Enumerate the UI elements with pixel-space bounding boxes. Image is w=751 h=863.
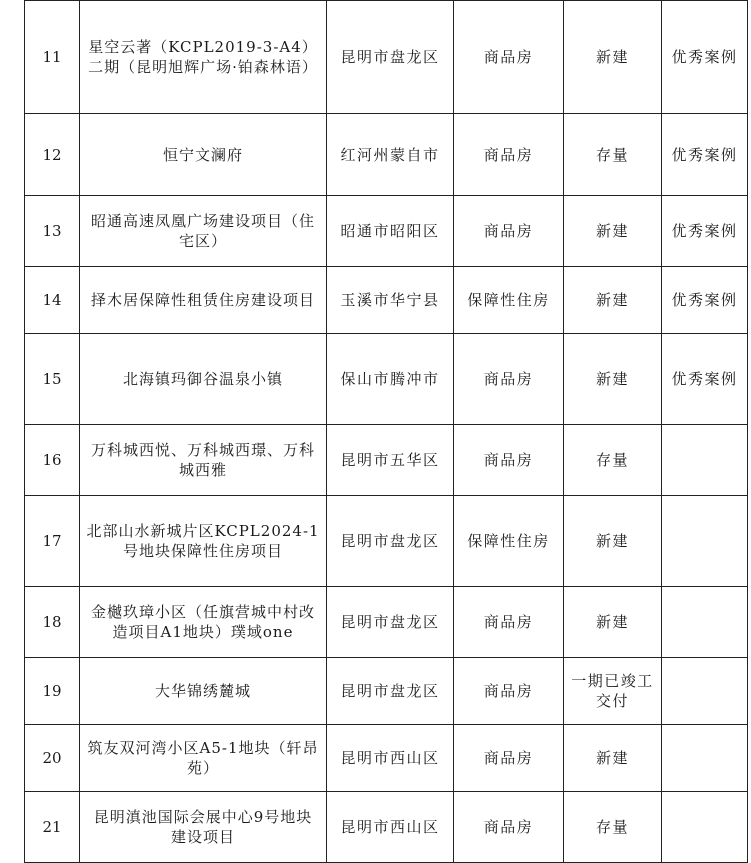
project-location: 昆明市西山区 <box>327 725 454 792</box>
row-number: 13 <box>25 196 80 267</box>
row-number: 19 <box>25 658 80 725</box>
project-location: 昆明市五华区 <box>327 425 454 496</box>
project-location: 保山市腾冲市 <box>327 334 454 425</box>
project-status: 新建 <box>564 1 662 114</box>
housing-type: 商品房 <box>454 114 564 196</box>
housing-type: 商品房 <box>454 792 564 863</box>
project-name: 北部山水新城片区KCPL2024-1号地块保障性住房项目 <box>80 496 327 587</box>
housing-type: 商品房 <box>454 425 564 496</box>
award-label: 优秀案例 <box>662 196 748 267</box>
project-name: 大华锦绣麓城 <box>80 658 327 725</box>
project-status: 新建 <box>564 196 662 267</box>
table-row <box>25 496 748 587</box>
project-location: 红河州蒙自市 <box>327 114 454 196</box>
project-status: 存量 <box>564 114 662 196</box>
award-label <box>662 658 748 725</box>
table-row <box>25 334 748 425</box>
housing-type: 商品房 <box>454 334 564 425</box>
project-location: 昆明市西山区 <box>327 792 454 863</box>
project-name: 星空云著（KCPL2019-3-A4）二期（昆明旭辉广场·铂森林语） <box>80 1 327 114</box>
project-location: 昆明市盘龙区 <box>327 658 454 725</box>
housing-type: 商品房 <box>454 587 564 658</box>
project-status: 新建 <box>564 267 662 334</box>
table-row <box>25 425 748 496</box>
project-status: 新建 <box>564 334 662 425</box>
row-number: 21 <box>25 792 80 863</box>
project-location: 昆明市盘龙区 <box>327 496 454 587</box>
project-name: 金樾玖璋小区（任旗营城中村改造项目A1地块）璞域one <box>80 587 327 658</box>
table-row <box>25 587 748 658</box>
project-status: 新建 <box>564 587 662 658</box>
project-name: 择木居保障性租赁住房建设项目 <box>80 267 327 334</box>
table-row <box>25 267 748 334</box>
table-row <box>25 658 748 725</box>
project-name: 北海镇玛御谷温泉小镇 <box>80 334 327 425</box>
project-name: 昆明滇池国际会展中心9号地块建设项目 <box>80 792 327 863</box>
table-row <box>25 1 748 114</box>
project-status: 存量 <box>564 792 662 863</box>
table-row <box>25 792 748 863</box>
row-number: 18 <box>25 587 80 658</box>
table-row <box>25 725 748 792</box>
row-number: 12 <box>25 114 80 196</box>
award-label: 优秀案例 <box>662 114 748 196</box>
award-label: 优秀案例 <box>662 267 748 334</box>
project-name: 恒宁文澜府 <box>80 114 327 196</box>
project-name: 万科城西悦、万科城西璟、万科城西雅 <box>80 425 327 496</box>
award-label <box>662 587 748 658</box>
row-number: 16 <box>25 425 80 496</box>
project-status: 新建 <box>564 725 662 792</box>
row-number: 20 <box>25 725 80 792</box>
award-label <box>662 425 748 496</box>
row-number: 11 <box>25 1 80 114</box>
table-row <box>25 196 748 267</box>
award-label: 优秀案例 <box>662 334 748 425</box>
row-number: 14 <box>25 267 80 334</box>
project-name: 昭通高速凤凰广场建设项目（住宅区） <box>80 196 327 267</box>
project-name: 筑友双河湾小区A5-1地块（轩昂苑） <box>80 725 327 792</box>
project-location: 昭通市昭阳区 <box>327 196 454 267</box>
project-location: 昆明市盘龙区 <box>327 587 454 658</box>
row-number: 15 <box>25 334 80 425</box>
housing-type: 保障性住房 <box>454 267 564 334</box>
project-table <box>24 0 748 863</box>
award-label <box>662 792 748 863</box>
housing-type: 商品房 <box>454 1 564 114</box>
housing-type: 商品房 <box>454 725 564 792</box>
housing-type: 商品房 <box>454 196 564 267</box>
row-number: 17 <box>25 496 80 587</box>
table-row <box>25 114 748 196</box>
housing-type: 商品房 <box>454 658 564 725</box>
project-status: 一期已竣工交付 <box>564 658 662 725</box>
housing-type: 保障性住房 <box>454 496 564 587</box>
award-label <box>662 496 748 587</box>
project-status: 新建 <box>564 496 662 587</box>
project-status: 存量 <box>564 425 662 496</box>
award-label: 优秀案例 <box>662 1 748 114</box>
award-label <box>662 725 748 792</box>
project-location: 昆明市盘龙区 <box>327 1 454 114</box>
project-location: 玉溪市华宁县 <box>327 267 454 334</box>
